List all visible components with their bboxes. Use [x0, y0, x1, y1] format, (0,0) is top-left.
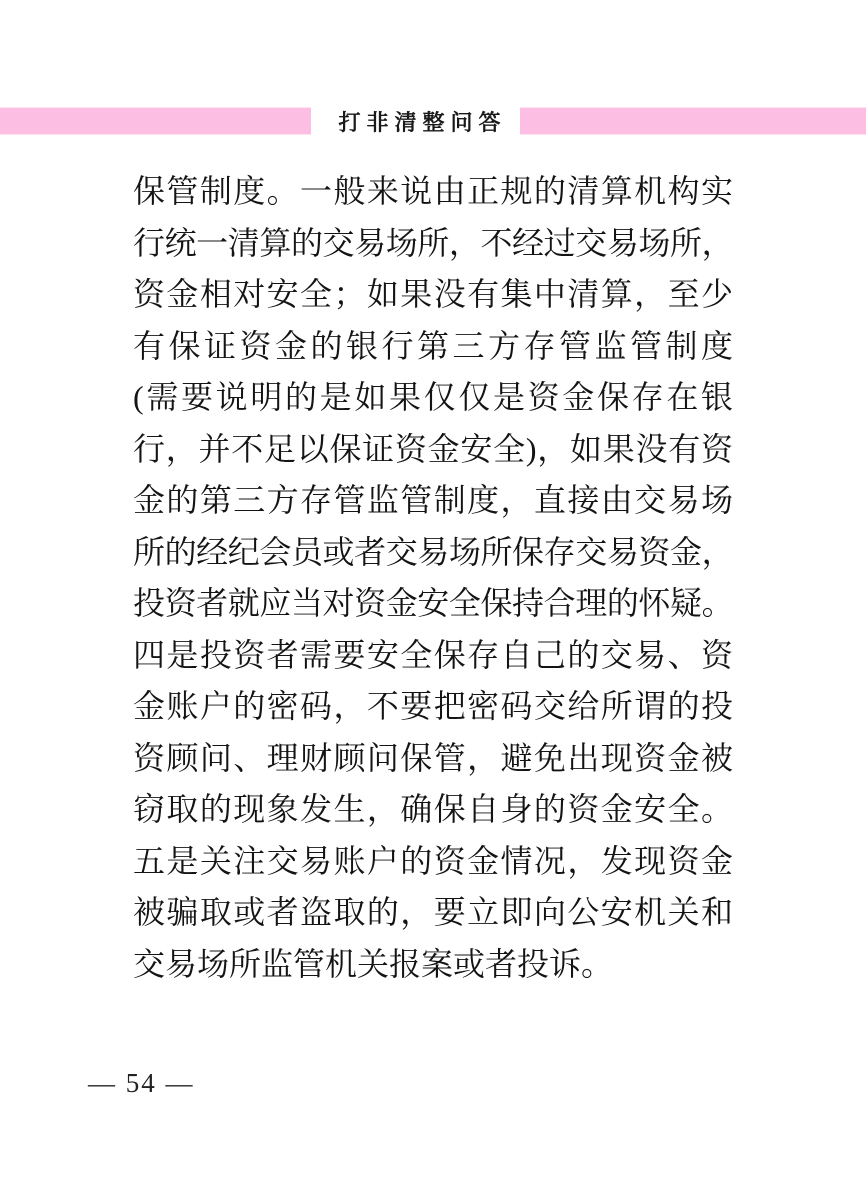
text-line: 行统一清算的交易场所，不经过交易场所，: [133, 224, 733, 261]
text-line: 被骗取或者盗取的，要立即向公安机关和: [133, 894, 733, 930]
text-line: 保管制度。一般来说由正规的清算机构实: [133, 173, 733, 209]
text-line: 四是投资者需要安全保存自己的交易、资: [133, 636, 733, 673]
text-line: 所的经纪会员或者交易场所保存交易资金，: [133, 533, 733, 570]
text-line: 有保证资金的银行第三方存管监管制度: [133, 327, 733, 364]
text-line: 金的第三方存管监管制度，直接由交易场: [133, 482, 733, 518]
header-bar-left-segment: [0, 108, 311, 134]
text-line: 窃取的现象发生，确保自身的资金安全。: [133, 791, 733, 827]
header-bar-right-segment: [520, 108, 866, 134]
text-line: 资金相对安全；如果没有集中清算，至少: [133, 276, 733, 312]
chapter-title: 打非清整问答: [338, 109, 507, 135]
page-number: — 54 —: [88, 1068, 195, 1098]
text-line: (需要说明的是如果仅仅是资金保存在银: [133, 379, 733, 415]
text-line: 交易场所监管机关报案或者投诉。: [133, 945, 614, 982]
text-line: 资顾问、理财顾问保管，避免出现资金被: [133, 739, 733, 776]
text-line: 五是关注交易账户的资金情况，发现资金: [133, 842, 733, 879]
text-line: 投资者就应当对资金安全保持合理的怀疑。: [133, 585, 733, 621]
text-line: 行，并不足以保证资金安全)，如果没有资: [133, 430, 733, 467]
chapter-title-box: [311, 108, 520, 134]
body-text-block: [133, 166, 733, 990]
chapter-header-bar: [0, 108, 866, 134]
text-line: 金账户的密码，不要把密码交给所谓的投: [133, 688, 733, 724]
